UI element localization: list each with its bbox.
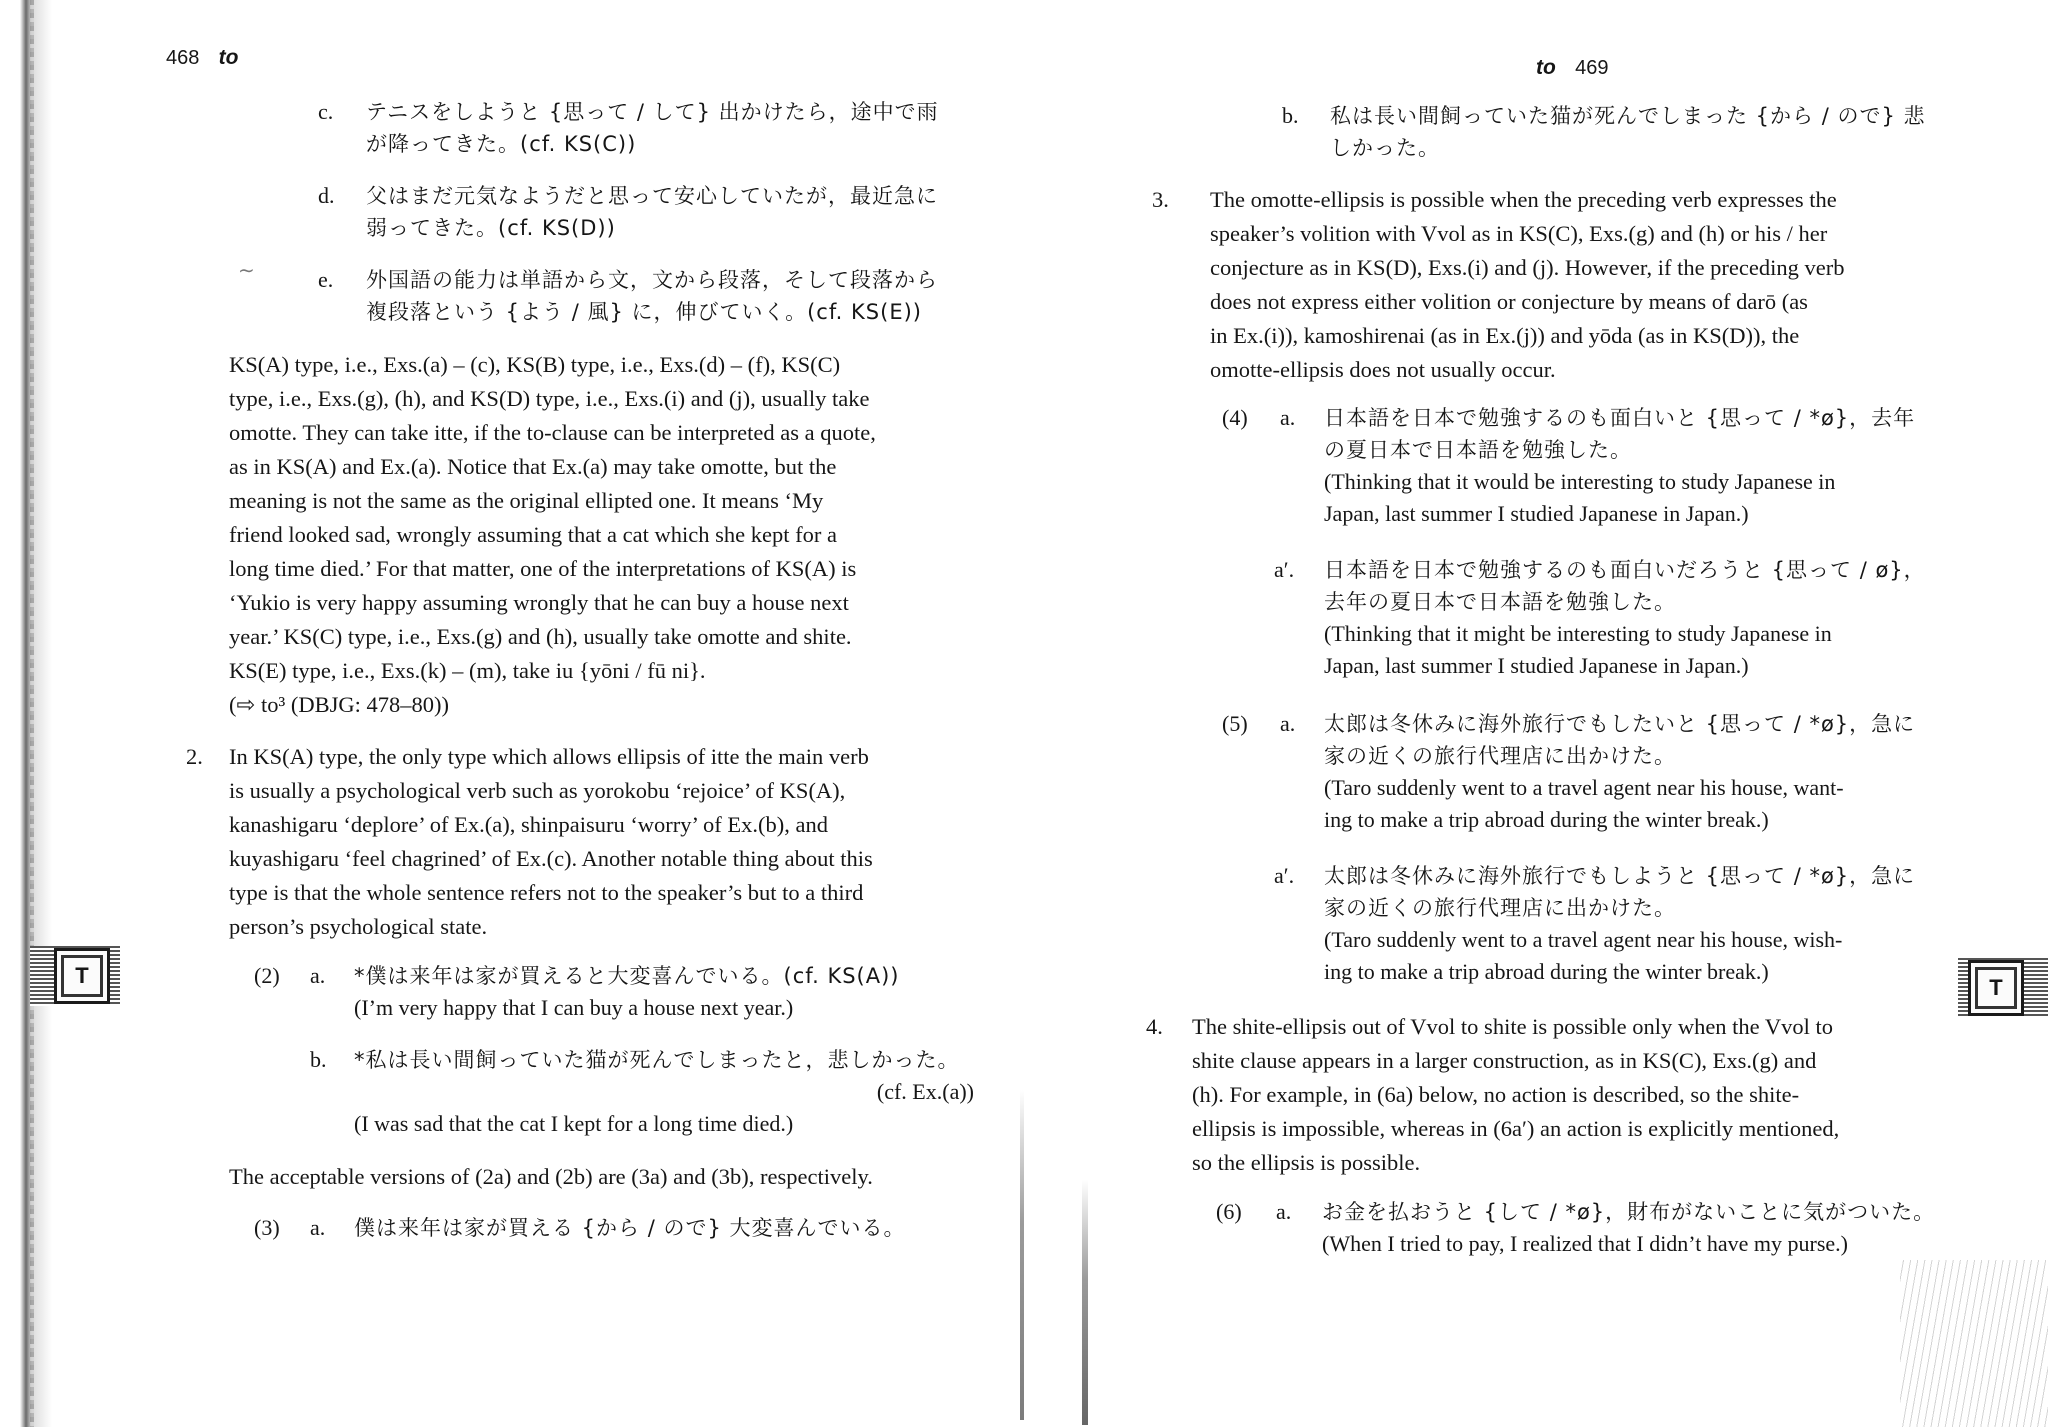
example-line: 弱ってきた。(cf. KS(D))	[366, 216, 616, 240]
example-line: 複段落という {よう / 風} に，伸びていく。(cf. KS(E))	[366, 300, 922, 324]
text-line: shite clause appears in a larger construction, as in KS(C), Exs.(g) and	[1192, 1048, 1817, 1073]
text-line: The shite-ellipsis out of Vvol to shite is possible only when the Vvol to	[1192, 1014, 1834, 1039]
text-line: The acceptable versions of (2a) and (2b) are (3a) and (3b), respectively.	[229, 1164, 873, 1189]
text-line: so the ellipsis is possible.	[1192, 1150, 1421, 1175]
example-translation: (I’m very happy that I can buy a house next year.)	[354, 995, 794, 1020]
example-translation: Japan, last summer I studied Japanese in Japan.)	[1324, 653, 1749, 678]
example-label: b.	[1282, 103, 1299, 128]
example-number: (6)	[1216, 1199, 1242, 1224]
example-japanese: *僕は来年は家が買えると大変喜んでいる。(cf. KS(A))	[354, 964, 900, 988]
text-line: omotte. They can take itte, if the to-clause can be interpreted as a quote,	[229, 420, 876, 445]
example-label: b.	[310, 1047, 327, 1072]
example-translation: (Taro suddenly went to a travel agent near his house, wish-	[1324, 927, 1843, 952]
example-line: しかった。	[1330, 136, 1440, 160]
example-line: が降ってきた。(cf. KS(C))	[366, 132, 637, 156]
text-line: omotte-ellipsis does not usually occur.	[1210, 357, 1556, 382]
example-line: 父はまだ元気なようだと思って安心していたが，最近急に	[366, 184, 938, 208]
example-japanese: 日本語を日本で勉強するのも面白いと {思って / *ø}，去年	[1324, 406, 1916, 430]
text-line: kuyashigaru ‘feel chagrined’ of Ex.(c). Another notable thing about this	[229, 846, 873, 871]
example-japanese: *私は長い間飼っていた猫が死んでしまったと，悲しかった。	[354, 1048, 960, 1072]
example-line: 外国語の能力は単語から文，文から段落，そして段落から	[366, 268, 938, 292]
example-translation: (Thinking that it might be interesting to study Japanese in	[1324, 621, 1832, 646]
text-line: ellipsis is impossible, whereas in (6a′) an action is explicitly mentioned,	[1192, 1116, 1840, 1141]
running-header-right	[1536, 54, 1608, 81]
example-translation: ing to make a trip abroad during the winter break.)	[1324, 959, 1769, 984]
note-number-2: 2.	[186, 744, 203, 769]
paragraph-note-4	[1192, 1010, 1952, 1180]
text-line: KS(A) type, i.e., Exs.(a) – (c), KS(B) type, i.e., Exs.(d) – (f), KS(C)	[229, 352, 841, 377]
example-label: a.	[310, 1215, 326, 1240]
example-japanese: 太郎は冬休みに海外旅行でもしたいと {思って / *ø}，急に	[1324, 712, 1916, 736]
text-line: in Ex.(i)), kamoshirenai (as in Ex.(j)) and yōda (as in KS(D)), the	[1210, 323, 1800, 348]
example-translation: (Taro suddenly went to a travel agent near his house, want-	[1324, 775, 1844, 800]
example-label: a.	[1276, 1199, 1292, 1224]
text-line: kanashigaru ‘deplore’ of Ex.(a), shinpaisuru ‘worry’ of Ex.(b), and	[229, 812, 828, 837]
text-line: type is that the whole sentence refers not to the speaker’s but to a third	[229, 880, 864, 905]
example-translation: ing to make a trip abroad during the winter break.)	[1324, 807, 1769, 832]
example-label: a.	[1280, 405, 1296, 430]
example-japanese: の夏日本で日本語を勉強した。	[1324, 438, 1632, 462]
example-japanese: 家の近くの旅行代理店に出かけた。	[1324, 744, 1676, 768]
text-line: type, i.e., Exs.(g), (h), and KS(D) type, i.e., Exs.(i) and (j), usually take	[229, 386, 870, 411]
example-translation: Japan, last summer I studied Japanese in Japan.)	[1324, 501, 1749, 526]
text-line: year.’ KS(C) type, i.e., Exs.(g) and (h), usually take omotte and shite.	[229, 624, 852, 649]
example-translation: (When I tried to pay, I realized that I didn’t have my purse.)	[1322, 1231, 1848, 1256]
thumb-tab-letter: T	[1968, 960, 2024, 1016]
text-line: does not express either volition or conjecture by means of darō (as	[1210, 289, 1808, 314]
example-translation: (I was sad that the cat I kept for a long time died.)	[354, 1111, 794, 1136]
page-number: 468	[166, 47, 200, 69]
note-number-3: 3.	[1152, 187, 1169, 212]
note-number-4: 4.	[1146, 1014, 1163, 1039]
text-line: ‘Yukio is very happy assuming wrongly that he can buy a house next	[229, 590, 849, 615]
example-label: a′.	[1274, 557, 1295, 582]
example-line: テニスをしようと {思って / して} 出かけたら，途中で雨	[366, 100, 939, 124]
thumb-tab-letter: T	[54, 948, 110, 1004]
example-label: a.	[1280, 711, 1296, 736]
example-japanese: お金を払おうと {して / *ø}，財布がないことに気がついた。	[1322, 1200, 1936, 1224]
example-label: e.	[318, 267, 334, 292]
paragraph-note-3	[1210, 183, 1960, 387]
cross-reference: (⇨ to³ (DBJG: 478–80))	[229, 692, 449, 717]
right-page	[1024, 0, 2048, 1427]
running-word: to	[218, 46, 239, 69]
text-line: long time died.’ For that matter, one of the interpretations of KS(A) is	[229, 556, 857, 581]
text-line: meaning is not the same as the original ellipted one. It means ‘My	[229, 488, 824, 513]
example-label: d.	[318, 183, 335, 208]
example-label: a′.	[1274, 863, 1295, 888]
example-number: (4)	[1222, 405, 1248, 430]
running-word: to	[1536, 56, 1556, 79]
example-reference: (cf. Ex.(a))	[876, 1079, 974, 1104]
running-header-left	[166, 44, 238, 71]
example-japanese: 去年の夏日本で日本語を勉強した。	[1324, 590, 1676, 614]
text-line: as in KS(A) and Ex.(a). Notice that Ex.(a) may take omotte, but the	[229, 454, 837, 479]
example-japanese: 太郎は冬休みに海外旅行でもしようと {思って / *ø}，急に	[1324, 864, 1916, 888]
text-line: is usually a psychological verb such as yorokobu ‘rejoice’ of KS(A),	[229, 778, 846, 803]
example-number: (5)	[1222, 711, 1248, 736]
example-label: c.	[318, 99, 334, 124]
example-number: (3)	[254, 1215, 280, 1240]
example-translation: (Thinking that it would be interesting to study Japanese in	[1324, 469, 1836, 494]
text-line: speaker’s volition with Vvol as in KS(C), Exs.(g) and (h) or his / her	[1210, 221, 1828, 246]
text-line: (h). For example, in (6a) below, no action is described, so the shite-	[1192, 1082, 1800, 1107]
text-line: conjecture as in KS(D), Exs.(i) and (j). However, if the preceding verb	[1210, 255, 1845, 280]
text-line: In KS(A) type, the only type which allows ellipsis of itte the main verb	[229, 744, 869, 769]
text-line: The omotte-ellipsis is possible when the preceding verb expresses the	[1210, 187, 1837, 212]
example-number: (2)	[254, 963, 280, 988]
page-number: 469	[1575, 57, 1609, 79]
acceptable-versions-line	[229, 1160, 979, 1194]
example-label: a.	[310, 963, 326, 988]
example-japanese: 僕は来年は家が買える {から / ので} 大変喜んでいる。	[354, 1216, 906, 1240]
text-line: friend looked sad, wrongly assuming that a cat which she kept for a	[229, 522, 837, 547]
paragraph-note-1	[229, 348, 969, 722]
text-line: KS(E) type, i.e., Exs.(k) – (m), take iu {yōni / fū ni}.	[229, 658, 706, 683]
text-line: person’s psychological state.	[229, 914, 488, 939]
example-line: 私は長い間飼っていた猫が死んでしまった {から / ので} 悲	[1330, 104, 1926, 128]
paragraph-note-2	[229, 740, 969, 944]
example-japanese: 日本語を日本で勉強するのも面白いだろうと {思って / ø}，	[1324, 558, 1926, 582]
margin-pencil-mark: ∼	[238, 258, 255, 282]
example-japanese: 家の近くの旅行代理店に出かけた。	[1324, 896, 1676, 920]
